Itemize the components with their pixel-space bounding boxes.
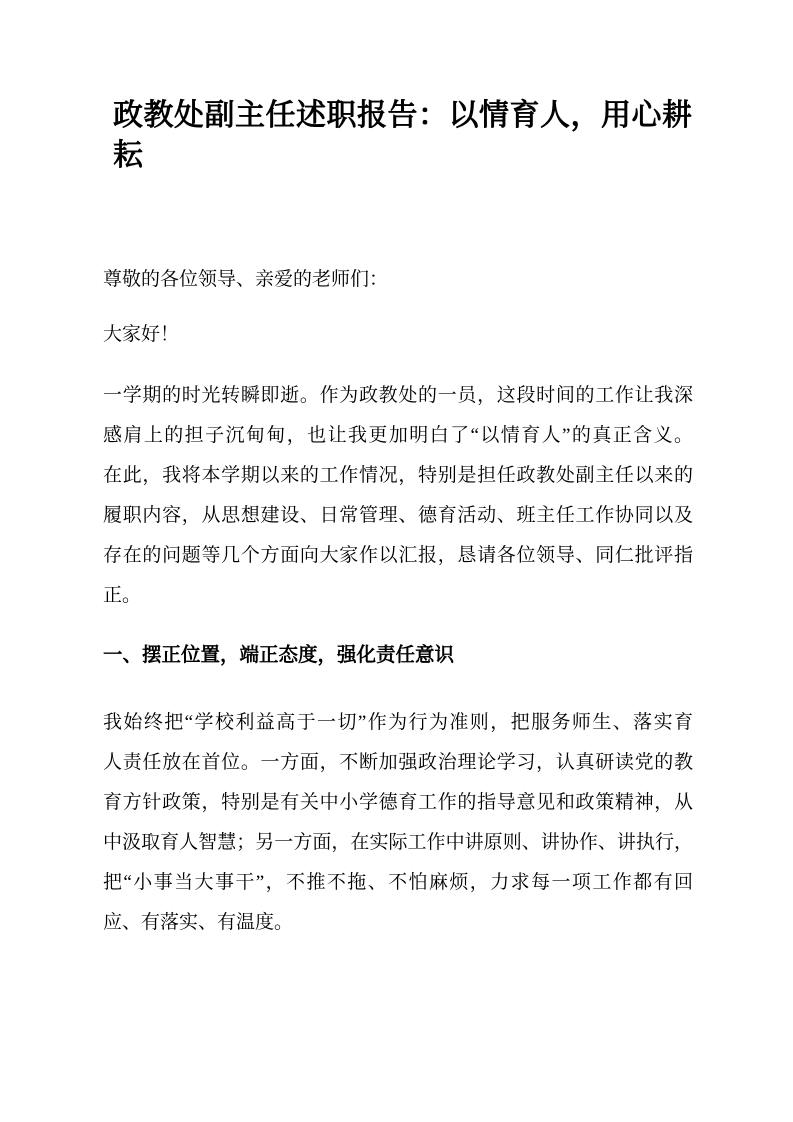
- intro-paragraph: [103, 376, 693, 616]
- document-title: 政教处副主任述职报告：以情育人，用心耕耘: [113, 99, 693, 172]
- text-line: 在此，我将本学期以来的工作情况，特别是担任政教处副主任以来的: [103, 465, 693, 486]
- text-line: 一学期的时光转瞬即逝。作为政教处的一员，这段时间的工作让我深: [103, 385, 693, 406]
- section-1-paragraph: [103, 703, 693, 943]
- text-line: 存在的问题等几个方面向大家作以汇报，恳请各位领导、同仁批评指: [103, 545, 693, 566]
- text-line: 感肩上的担子沉甸甸，也让我更加明白了“以情育人”的真正含义。: [103, 425, 693, 446]
- text-line: 把“小事当大事干”，不推不拖、不怕麻烦，力求每一项工作都有回: [103, 872, 693, 893]
- text-line: 应、有落实、有温度。: [103, 912, 294, 933]
- text-line: 中汲取育人智慧；另一方面，在实际工作中讲原则、讲协作、讲执行，: [103, 832, 693, 853]
- text-line: 育方针政策，特别是有关中小学德育工作的指导意见和政策精神，从: [103, 792, 693, 813]
- text-line: 我始终把“学校利益高于一切”作为行为准则，把服务师生、落实育: [103, 712, 693, 733]
- text-line: 人责任放在首位。一方面，不断加强政治理论学习，认真研读党的教: [103, 752, 693, 773]
- text-line: 履职内容，从思想建设、日常管理、德育活动、班主任工作协同以及: [103, 505, 693, 526]
- section-1-heading: 一、摆正位置，端正态度，强化责任意识: [103, 645, 455, 666]
- greeting: 大家好！: [103, 324, 180, 345]
- salutation: 尊敬的各位领导、亲爱的老师们：: [103, 269, 389, 290]
- text-line: 正。: [103, 585, 142, 606]
